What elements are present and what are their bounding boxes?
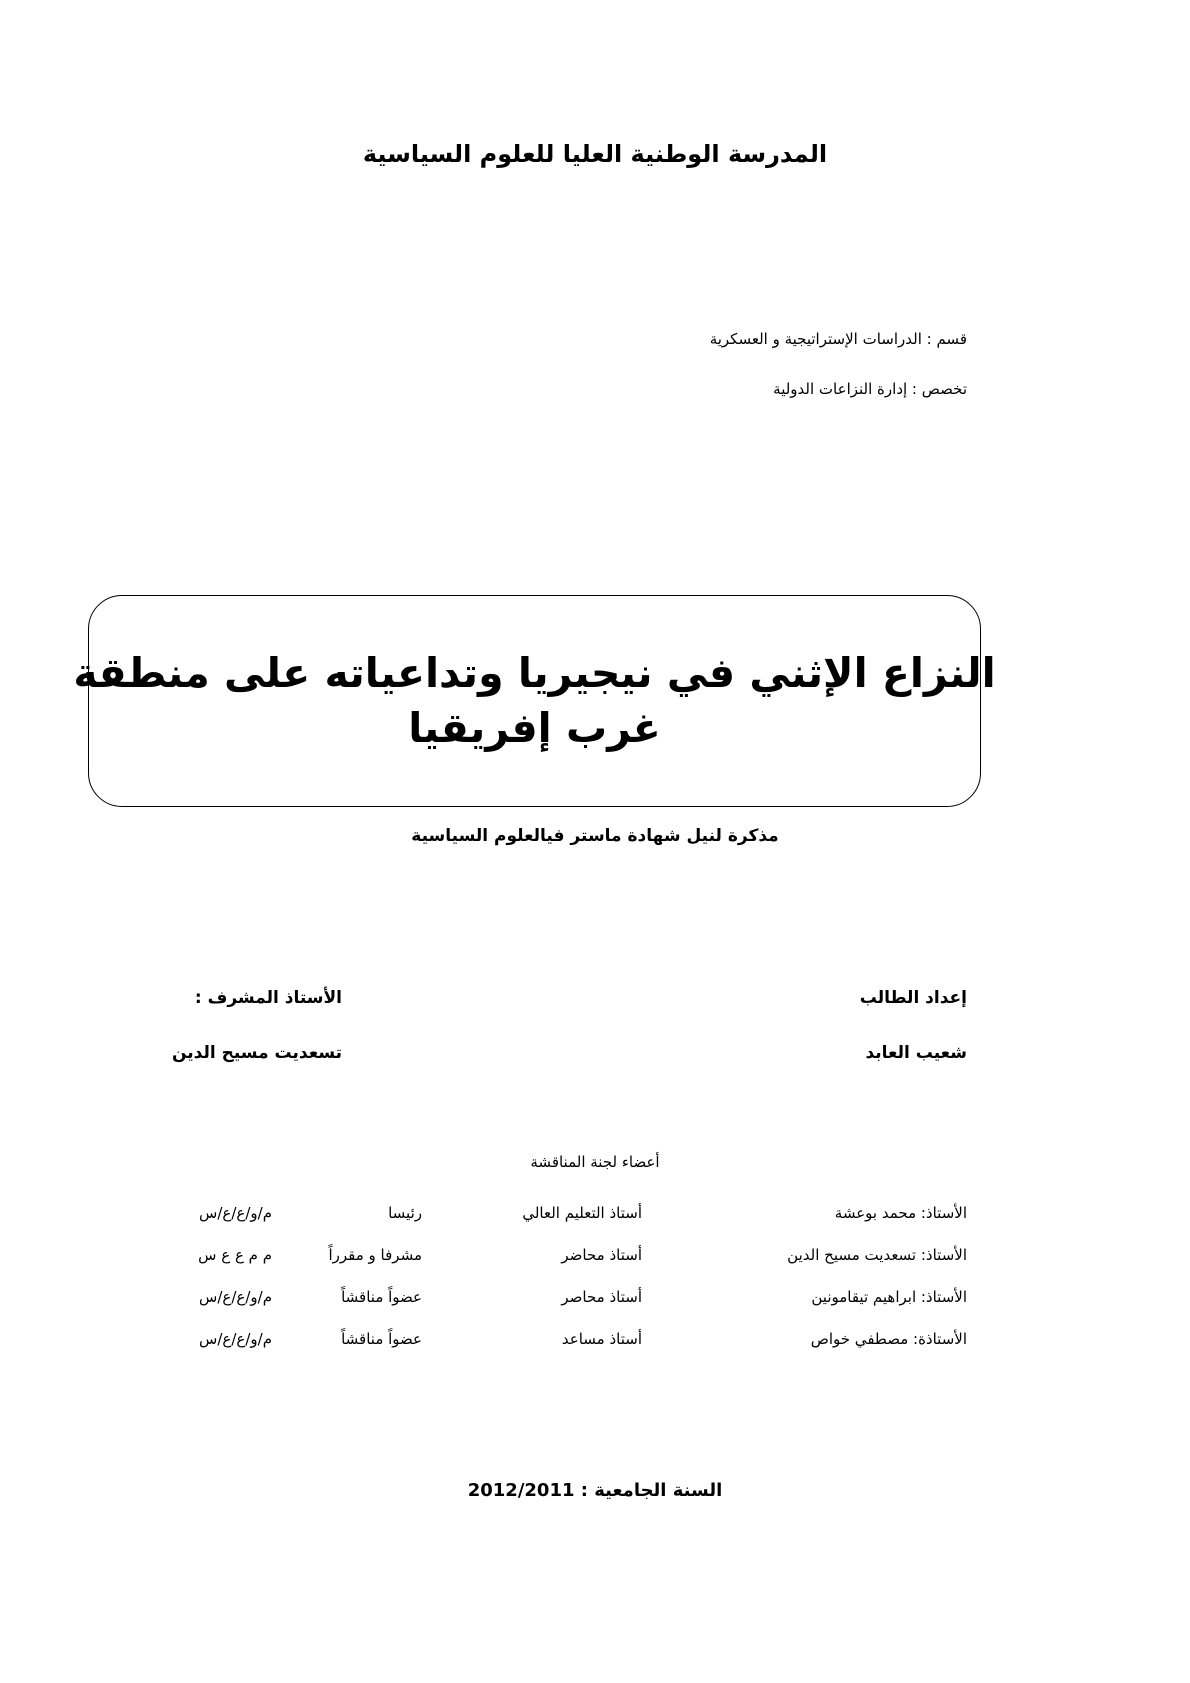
thesis-title-line-1: النزاع الإثني في نيجيريا وتداعياته على منطقة xyxy=(73,648,996,697)
committee-member-rank: أستاذ التعليم العالي xyxy=(522,1204,642,1222)
committee-member-institution: م/و/ع/ع/س xyxy=(199,1288,272,1306)
student-name: شعيب العابد xyxy=(865,1043,967,1063)
committee-member-name: الأستاذ: محمد بوعشة xyxy=(834,1204,967,1222)
committee-member-role: عضواً مناقشاً xyxy=(341,1330,422,1348)
committee-member-name: الأستاذ: ابراهيم تيقامونين xyxy=(811,1288,967,1306)
supervisor-name: تسعديت مسيح الدين xyxy=(171,1043,342,1063)
student-label: إعداد الطالب xyxy=(859,988,967,1008)
department-specialty: تخصص : إدارة النزاعات الدولية xyxy=(773,380,967,398)
committee-member-institution: م/و/ع/ع/س xyxy=(199,1204,272,1222)
committee-member-name: الأستاذة: مصطفي خواص xyxy=(810,1330,967,1348)
committee-member-institution: م م ع ع س xyxy=(198,1246,272,1264)
committee-member-rank: أستاذ محاضر xyxy=(561,1246,642,1264)
committee-member-name: الأستاذ: تسعديت مسيح الدين xyxy=(787,1246,967,1264)
committee-member-role: رئيسا xyxy=(388,1204,422,1222)
committee-member-rank: أستاذ مساعد xyxy=(561,1330,642,1348)
committee-member-role: مشرفا و مقرراً xyxy=(328,1246,422,1264)
thesis-title-box xyxy=(73,595,996,807)
supervisor-label: الأستاذ المشرف : xyxy=(194,988,342,1008)
committee-member-role: عضواً مناقشاً xyxy=(341,1288,422,1306)
academic-year: السنة الجامعية : 2012/2011 xyxy=(467,1480,723,1501)
thesis-title-line-2: غرب إفريقيا xyxy=(408,704,661,752)
committee-member-rank: أستاذ محاصر xyxy=(561,1288,642,1306)
school-name: المدرسة الوطنية العليا للعلوم السياسية xyxy=(362,140,828,168)
thesis-subtitle: مذكرة لنيل شهادة ماستر فيالعلوم السياسية xyxy=(411,826,779,846)
committee-title: أعضاء لجنة المناقشة xyxy=(530,1153,660,1171)
department-section: قسم : الدراسات الإستراتيجية و العسكرية xyxy=(709,330,967,348)
committee-member-institution: م/و/ع/ع/س xyxy=(199,1330,272,1348)
